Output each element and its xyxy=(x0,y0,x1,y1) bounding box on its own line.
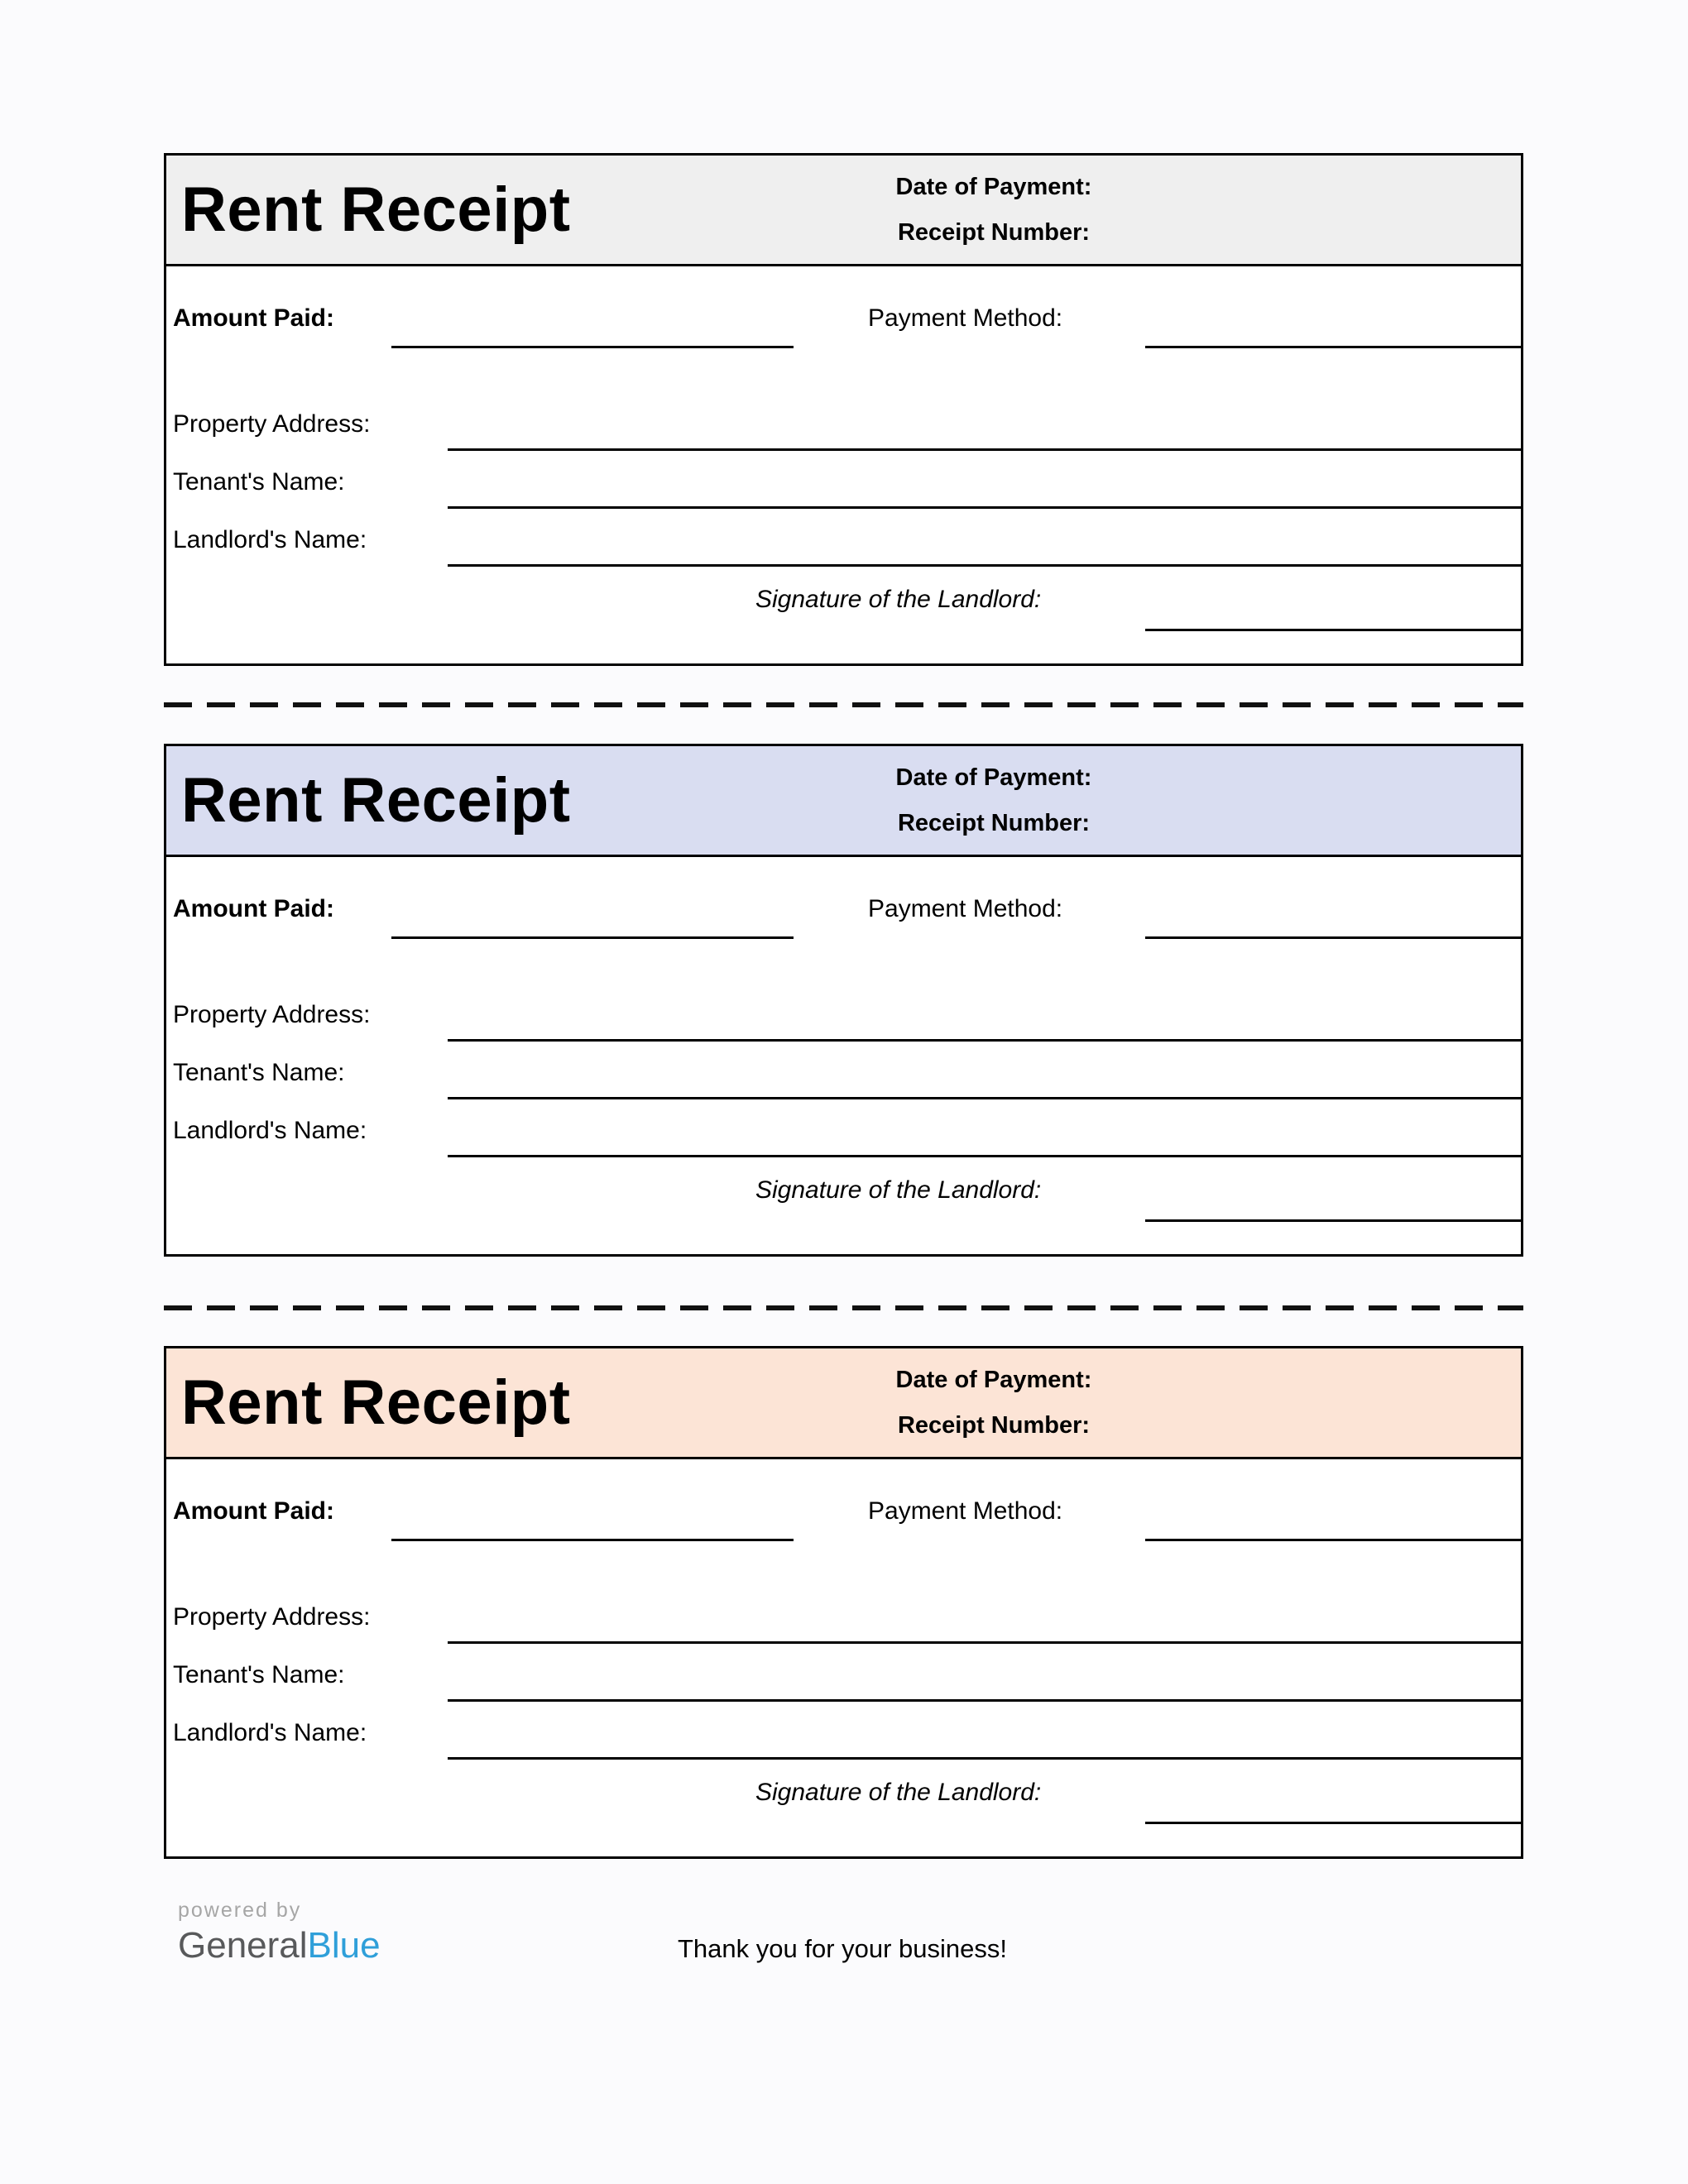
amount-paid-label: Amount Paid: xyxy=(173,1497,334,1525)
amount-paid-label: Amount Paid: xyxy=(173,304,334,332)
amount-paid-line[interactable] xyxy=(391,346,794,348)
perforation-divider xyxy=(164,1305,1523,1310)
receipt-meta-block xyxy=(820,1348,1168,1457)
receipt-title: Rent Receipt xyxy=(181,174,571,245)
landlord-name-line[interactable] xyxy=(448,1155,1521,1157)
signature-of-landlord-label: Signature of the Landlord: xyxy=(755,1176,1042,1204)
tenant-name-line[interactable] xyxy=(448,506,1521,509)
tenant-name-line[interactable] xyxy=(448,1699,1521,1702)
landlord-name-label: Landlord's Name: xyxy=(173,526,367,553)
rent-receipt-card-1 xyxy=(164,153,1523,666)
property-address-label: Property Address: xyxy=(173,1001,371,1028)
landlord-name-label: Landlord's Name: xyxy=(173,1719,367,1746)
powered-by-block xyxy=(178,1899,381,1966)
receipt-body xyxy=(166,857,1521,1254)
property-address-line[interactable] xyxy=(448,1039,1521,1042)
tenant-name-label: Tenant's Name: xyxy=(173,468,345,496)
payment-method-label: Payment Method: xyxy=(868,895,1063,922)
amount-paid-label: Amount Paid: xyxy=(173,895,334,922)
payment-method-line[interactable] xyxy=(1145,1539,1521,1541)
receipt-number-label: Receipt Number: xyxy=(897,218,1091,246)
thank-you-message: Thank you for your business! xyxy=(677,1934,1008,1963)
receipt-number-label: Receipt Number: xyxy=(897,809,1091,836)
generalblue-logo[interactable] xyxy=(178,1926,381,1966)
payment-method-label: Payment Method: xyxy=(868,304,1063,332)
signature-line[interactable] xyxy=(1145,1219,1521,1222)
tenant-name-label: Tenant's Name: xyxy=(173,1661,345,1688)
date-of-payment-label: Date of Payment: xyxy=(895,173,1092,200)
landlord-name-line[interactable] xyxy=(448,1757,1521,1760)
tenant-name-line[interactable] xyxy=(448,1097,1521,1099)
receipt-number-label: Receipt Number: xyxy=(897,1411,1091,1439)
signature-of-landlord-label: Signature of the Landlord: xyxy=(755,1779,1042,1806)
signature-of-landlord-label: Signature of the Landlord: xyxy=(755,586,1042,613)
receipt-body xyxy=(166,266,1521,663)
amount-paid-line[interactable] xyxy=(391,936,794,939)
receipt-title: Rent Receipt xyxy=(181,1367,571,1438)
perforation-divider xyxy=(164,702,1523,707)
landlord-name-label: Landlord's Name: xyxy=(173,1117,367,1144)
brand-general-text: General xyxy=(178,1925,308,1966)
date-of-payment-label: Date of Payment: xyxy=(895,764,1092,791)
brand-blue-text: Blue xyxy=(307,1925,381,1966)
powered-by-label: powered by xyxy=(178,1899,302,1922)
property-address-label: Property Address: xyxy=(173,410,371,438)
property-address-label: Property Address: xyxy=(173,1603,371,1631)
receipt-header xyxy=(166,156,1521,266)
property-address-line[interactable] xyxy=(448,448,1521,451)
receipt-header xyxy=(166,746,1521,857)
rent-receipt-card-3 xyxy=(164,1346,1523,1859)
receipt-meta-block xyxy=(820,156,1168,264)
receipt-meta-block xyxy=(820,746,1168,855)
signature-line[interactable] xyxy=(1145,1822,1521,1824)
receipt-title: Rent Receipt xyxy=(181,764,571,836)
date-of-payment-label: Date of Payment: xyxy=(895,1366,1092,1393)
property-address-line[interactable] xyxy=(448,1641,1521,1644)
payment-method-label: Payment Method: xyxy=(868,1497,1063,1525)
amount-paid-line[interactable] xyxy=(391,1539,794,1541)
landlord-name-line[interactable] xyxy=(448,564,1521,567)
receipt-body xyxy=(166,1459,1521,1856)
rent-receipt-card-2 xyxy=(164,744,1523,1257)
payment-method-line[interactable] xyxy=(1145,936,1521,939)
receipt-header xyxy=(166,1348,1521,1459)
tenant-name-label: Tenant's Name: xyxy=(173,1059,345,1086)
payment-method-line[interactable] xyxy=(1145,346,1521,348)
signature-line[interactable] xyxy=(1145,629,1521,631)
